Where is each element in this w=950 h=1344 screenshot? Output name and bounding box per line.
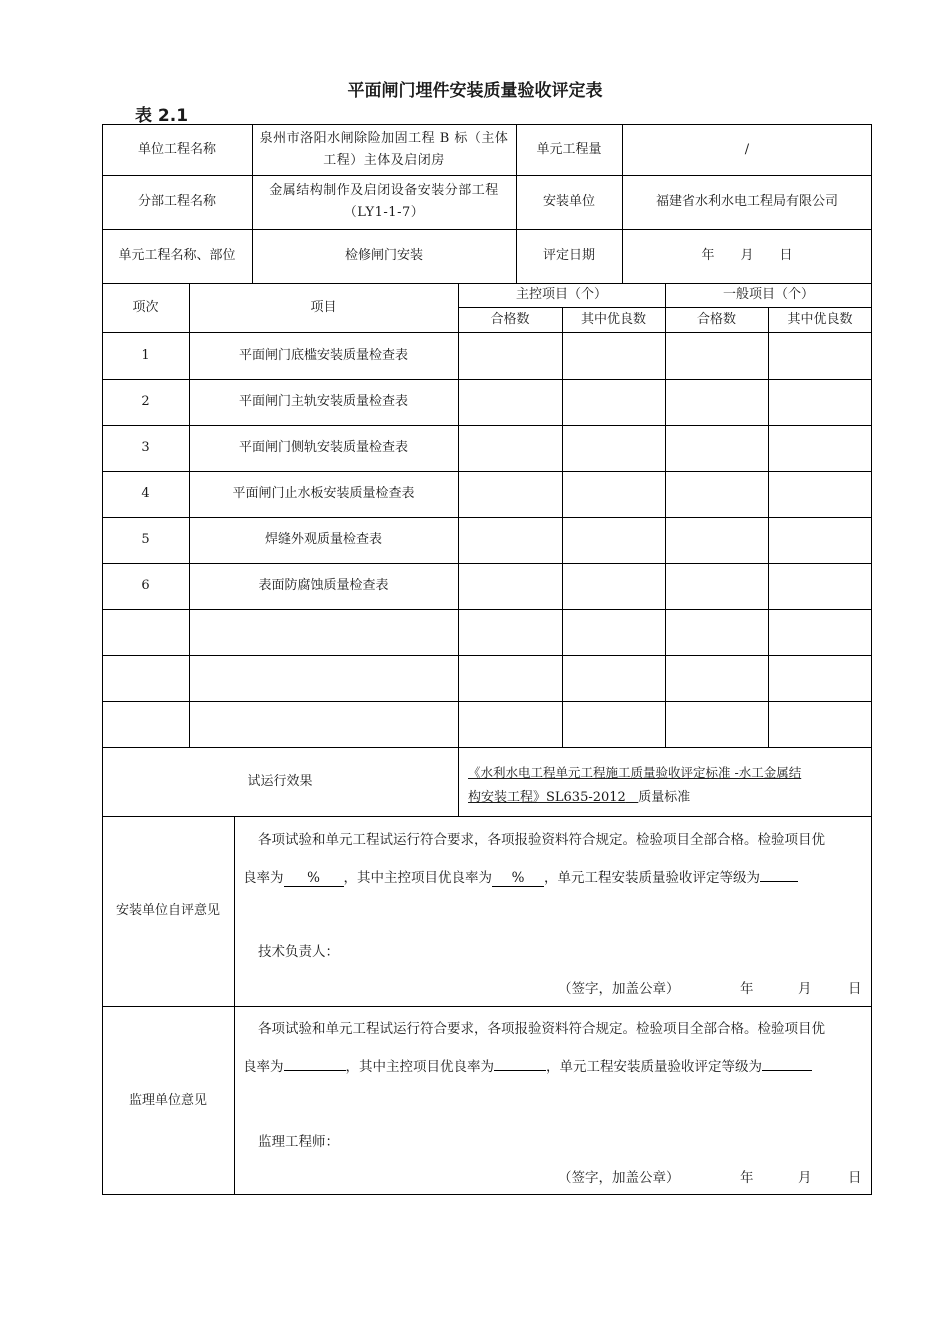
self-eval-grade-value[interactable] <box>760 866 798 882</box>
unit-quantity-label: 单元工程量 <box>536 141 602 157</box>
supervision-grade-value[interactable] <box>762 1055 812 1071</box>
row-item: 平面闸门侧轨安装质量检查表 <box>238 440 408 455</box>
self-eval-grade-prefix: ，单元工程安装质量验收评定等级为 <box>544 870 760 886</box>
supervision-day: 日 <box>848 1170 862 1186</box>
row-seq: 6 <box>141 578 150 593</box>
supervision-signer: 监理工程师： <box>258 1134 339 1150</box>
self-eval-signer: 技术负责人： <box>258 944 339 960</box>
row-item: 焊缝外观质量检查表 <box>264 532 382 547</box>
self-eval-year: 年 <box>740 981 754 997</box>
row-seq: 1 <box>141 347 150 363</box>
standard-suffix: 质量标准 <box>638 790 691 805</box>
col-header-main-group: 主控项目（个） <box>515 287 607 302</box>
division-label: 分部工程名称 <box>137 194 216 209</box>
col-divider <box>234 816 235 1195</box>
self-eval-sign-note: （签字，加盖公章） <box>558 981 680 997</box>
unit-project-value: 泉州市洛阳水闸除险加固工程 B 标（主体工程）主体及启闭房 <box>259 130 509 168</box>
install-unit-label: 安装单位 <box>542 194 595 209</box>
row-item: 平面闸门主轨安装质量检查表 <box>238 394 408 409</box>
self-eval-month: 月 <box>798 981 812 997</box>
col-header-main-excellent: 其中优良数 <box>580 311 646 327</box>
unit-name-label: 单元工程名称、部位 <box>118 248 236 263</box>
supervision-rate-value[interactable] <box>284 1055 346 1071</box>
self-eval-main-rate-prefix: ，其中主控项目优良率为 <box>343 870 492 886</box>
row-seq: 4 <box>141 486 150 501</box>
supervision-main-rate-value[interactable] <box>494 1055 546 1071</box>
supervision-text-line-1: 各项试验和单元工程试运行符合要求，各项报验资料符合规定。检验项目全部合格。检验项目优 <box>258 1021 825 1037</box>
self-eval-rate-prefix: 良率为 <box>243 870 284 886</box>
row-seq <box>102 609 189 655</box>
standard-line-1: 《水利水电工程单元工程施工质量验收评定标准 -水工金属结 <box>468 765 802 780</box>
self-eval-day: 日 <box>848 981 862 997</box>
row-seq: 5 <box>141 532 150 547</box>
trial-standard <box>468 760 868 810</box>
install-unit-value: 福建省水利水电工程局有限公司 <box>655 194 838 209</box>
self-eval-main-rate-value[interactable]: % <box>492 871 544 887</box>
supervision-month: 月 <box>798 1170 812 1186</box>
eval-date-label: 评定日期 <box>542 248 595 263</box>
supervision-rate-prefix: 良率为 <box>243 1059 284 1075</box>
col-divider <box>562 307 563 747</box>
row-seq: 2 <box>141 394 150 409</box>
row-item <box>189 609 458 655</box>
col-divider <box>458 283 459 816</box>
supervision-text-line-2 <box>243 1055 812 1078</box>
supervision-label: 监理单位意见 <box>128 1092 207 1108</box>
unit-name-value: 检修闸门安装 <box>344 248 423 263</box>
page-title: 平面闸门埋件安装质量验收评定表 <box>347 81 603 101</box>
standard-line-2: 构安装工程》SL635-2012 <box>468 790 626 805</box>
row-item: 平面闸门止水板安装质量检查表 <box>232 486 415 501</box>
row-seq: 3 <box>141 440 150 455</box>
unit-quantity-value: / <box>744 141 750 157</box>
division-value: 金属结构制作及启闭设备安装分部工程（LY1-1-7） <box>269 183 499 220</box>
table-number: 表 2.1 <box>135 106 189 126</box>
supervision-main-rate-prefix: ，其中主控项目优良率为 <box>345 1059 494 1075</box>
unit-project-label: 单位工程名称 <box>137 141 216 157</box>
row-seq <box>102 655 189 701</box>
col-header-general-qualified: 合格数 <box>696 311 736 327</box>
col-header-general-group: 一般项目（个） <box>722 287 814 302</box>
col-divider <box>768 307 769 747</box>
self-eval-text-line-2 <box>243 866 798 889</box>
self-eval-rate-value[interactable]: % <box>284 871 344 887</box>
row-seq <box>102 701 189 747</box>
col-header-seq: 项次 <box>132 299 159 315</box>
self-eval-text-line-1: 各项试验和单元工程试运行符合要求，各项报验资料符合规定。检验项目全部合格。检验项目优 <box>258 832 825 848</box>
row-item <box>189 655 458 701</box>
col-divider <box>665 283 666 747</box>
col-header-general-excellent: 其中优良数 <box>787 311 853 327</box>
self-eval-label: 安装单位自评意见 <box>115 903 220 918</box>
trial-label: 试运行效果 <box>247 773 313 789</box>
supervision-sign-note: （签字，加盖公章） <box>558 1170 680 1186</box>
row-item: 平面闸门底槛安装质量检查表 <box>238 347 408 363</box>
row-item: 表面防腐蚀质量检查表 <box>258 578 389 593</box>
eval-date-value: 年 月 日 <box>701 248 793 263</box>
supervision-year: 年 <box>740 1170 754 1186</box>
col-header-item: 项目 <box>310 299 337 315</box>
supervision-grade-prefix: ，单元工程安装质量验收评定等级为 <box>546 1059 762 1075</box>
col-header-main-qualified: 合格数 <box>490 311 530 327</box>
row-item <box>189 701 458 747</box>
